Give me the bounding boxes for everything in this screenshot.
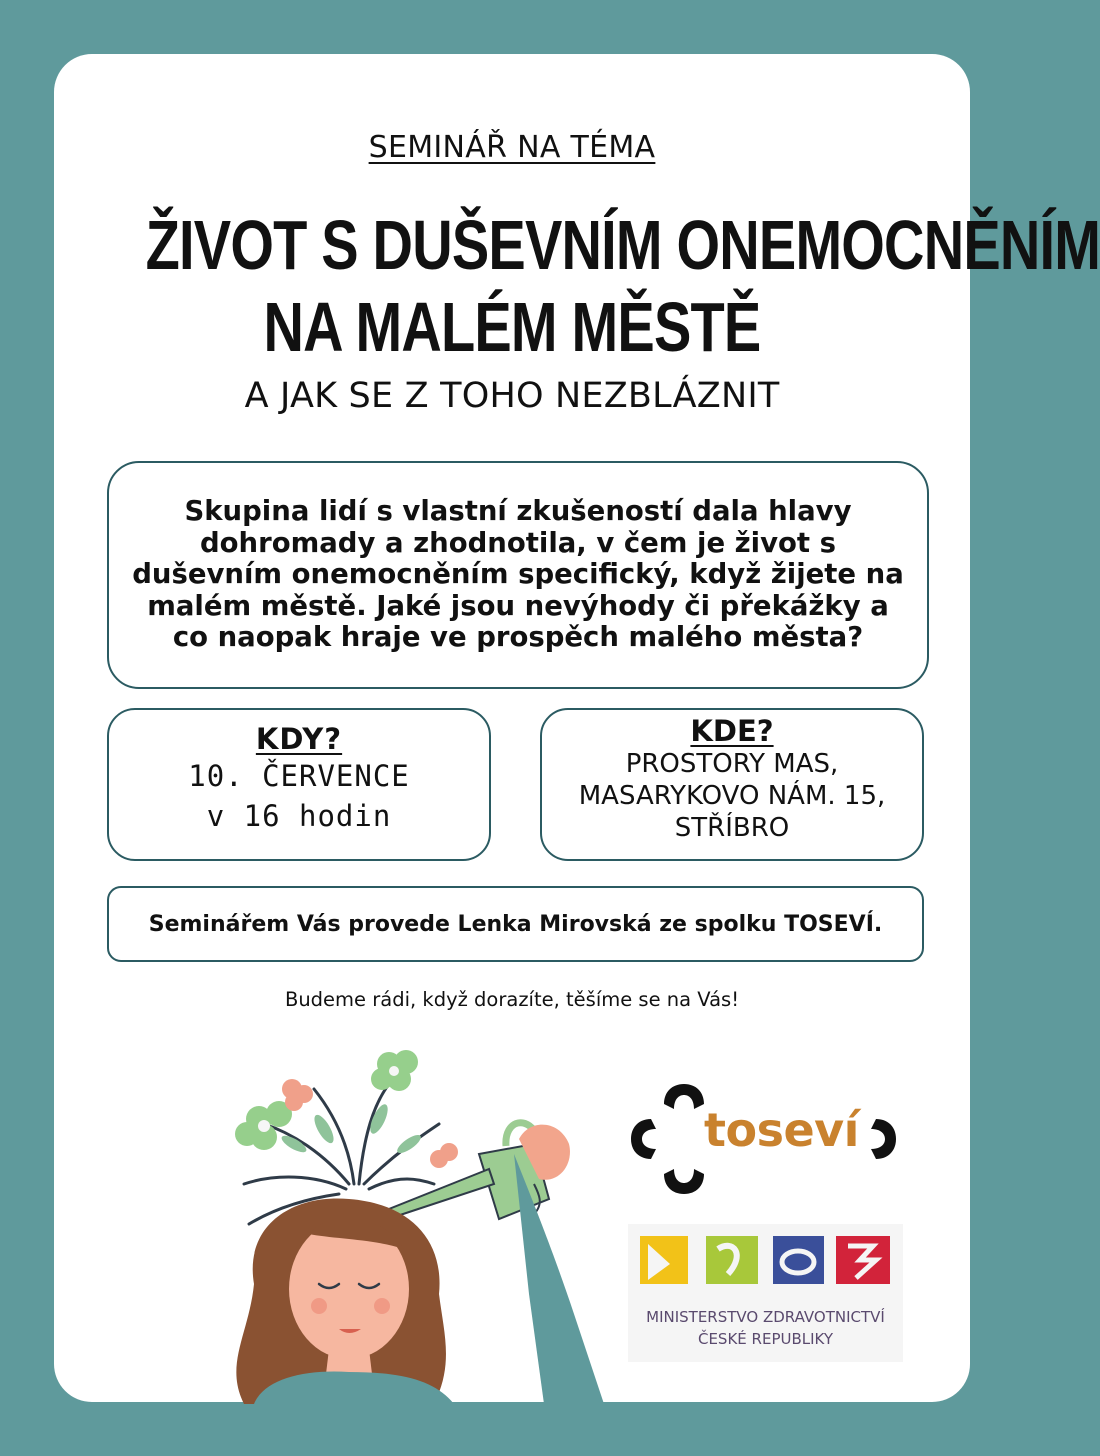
where-line-2: MASARYKOVO NÁM. 15, bbox=[578, 781, 886, 811]
guide-text: Seminářem Vás provede Lenka Mirovská ze spolku TOSEVÍ. bbox=[148, 911, 883, 937]
flower-center-icon bbox=[389, 1066, 399, 1076]
when-box bbox=[107, 708, 491, 861]
when-heading: KDY? bbox=[255, 722, 343, 756]
flower-center-icon bbox=[258, 1120, 270, 1132]
ministry-logo bbox=[628, 1224, 903, 1362]
guide-box bbox=[107, 886, 924, 962]
intro-box bbox=[107, 461, 929, 689]
title-line-1: ŽIVOT S DUŠEVNÍM ONEMOCNĚNÍM bbox=[145, 206, 1100, 284]
title-line-2: NA MALÉM MĚSTĚ bbox=[263, 288, 761, 366]
cheek-icon bbox=[311, 1298, 327, 1314]
poster-title bbox=[54, 204, 1100, 368]
when-date: 10. ČERVENCE bbox=[188, 759, 410, 793]
leaves-icon bbox=[279, 1102, 423, 1156]
ministry-emblem-icon bbox=[628, 1224, 903, 1304]
where-line-3: STŘÍBRO bbox=[674, 813, 790, 843]
welcome-text: Budeme rádi, když dorazíte, těšíme se na Vás! bbox=[284, 988, 740, 1011]
tosevi-logo bbox=[626, 1079, 901, 1199]
where-box bbox=[540, 708, 924, 861]
neck-icon bbox=[326, 1349, 372, 1374]
ministry-name-line-1: MINISTERSTVO ZDRAVOTNICTVÍ bbox=[646, 1308, 885, 1326]
seminar-kicker: SEMINÁŘ NA TÉMA bbox=[368, 130, 656, 165]
tosevi-wordmark: toseví bbox=[704, 1103, 859, 1157]
when-time: v 16 hodin bbox=[206, 799, 392, 833]
poster-sheet bbox=[54, 54, 1100, 1402]
intro-text: Skupina lidí s vlastní zkušeností dala hlavy dohromady a zhodnotila, v čem je život s duševním onemocněním specifický, když žijete na malém městě. Jaké jsou nevýhody či překážky a co naopak hraje ve prospěch malého města? bbox=[132, 495, 904, 654]
where-line-1: PROSTORY MAS, bbox=[625, 749, 839, 779]
woman-watering-flowers-illustration bbox=[134, 1034, 604, 1404]
where-heading: KDE? bbox=[690, 714, 774, 748]
poster-subtitle: A JAK SE Z TOHO NEZBLÁZNIT bbox=[244, 376, 780, 416]
cheek-icon bbox=[374, 1298, 390, 1314]
ministry-name-line-2: ČESKÉ REPUBLIKY bbox=[697, 1330, 833, 1348]
